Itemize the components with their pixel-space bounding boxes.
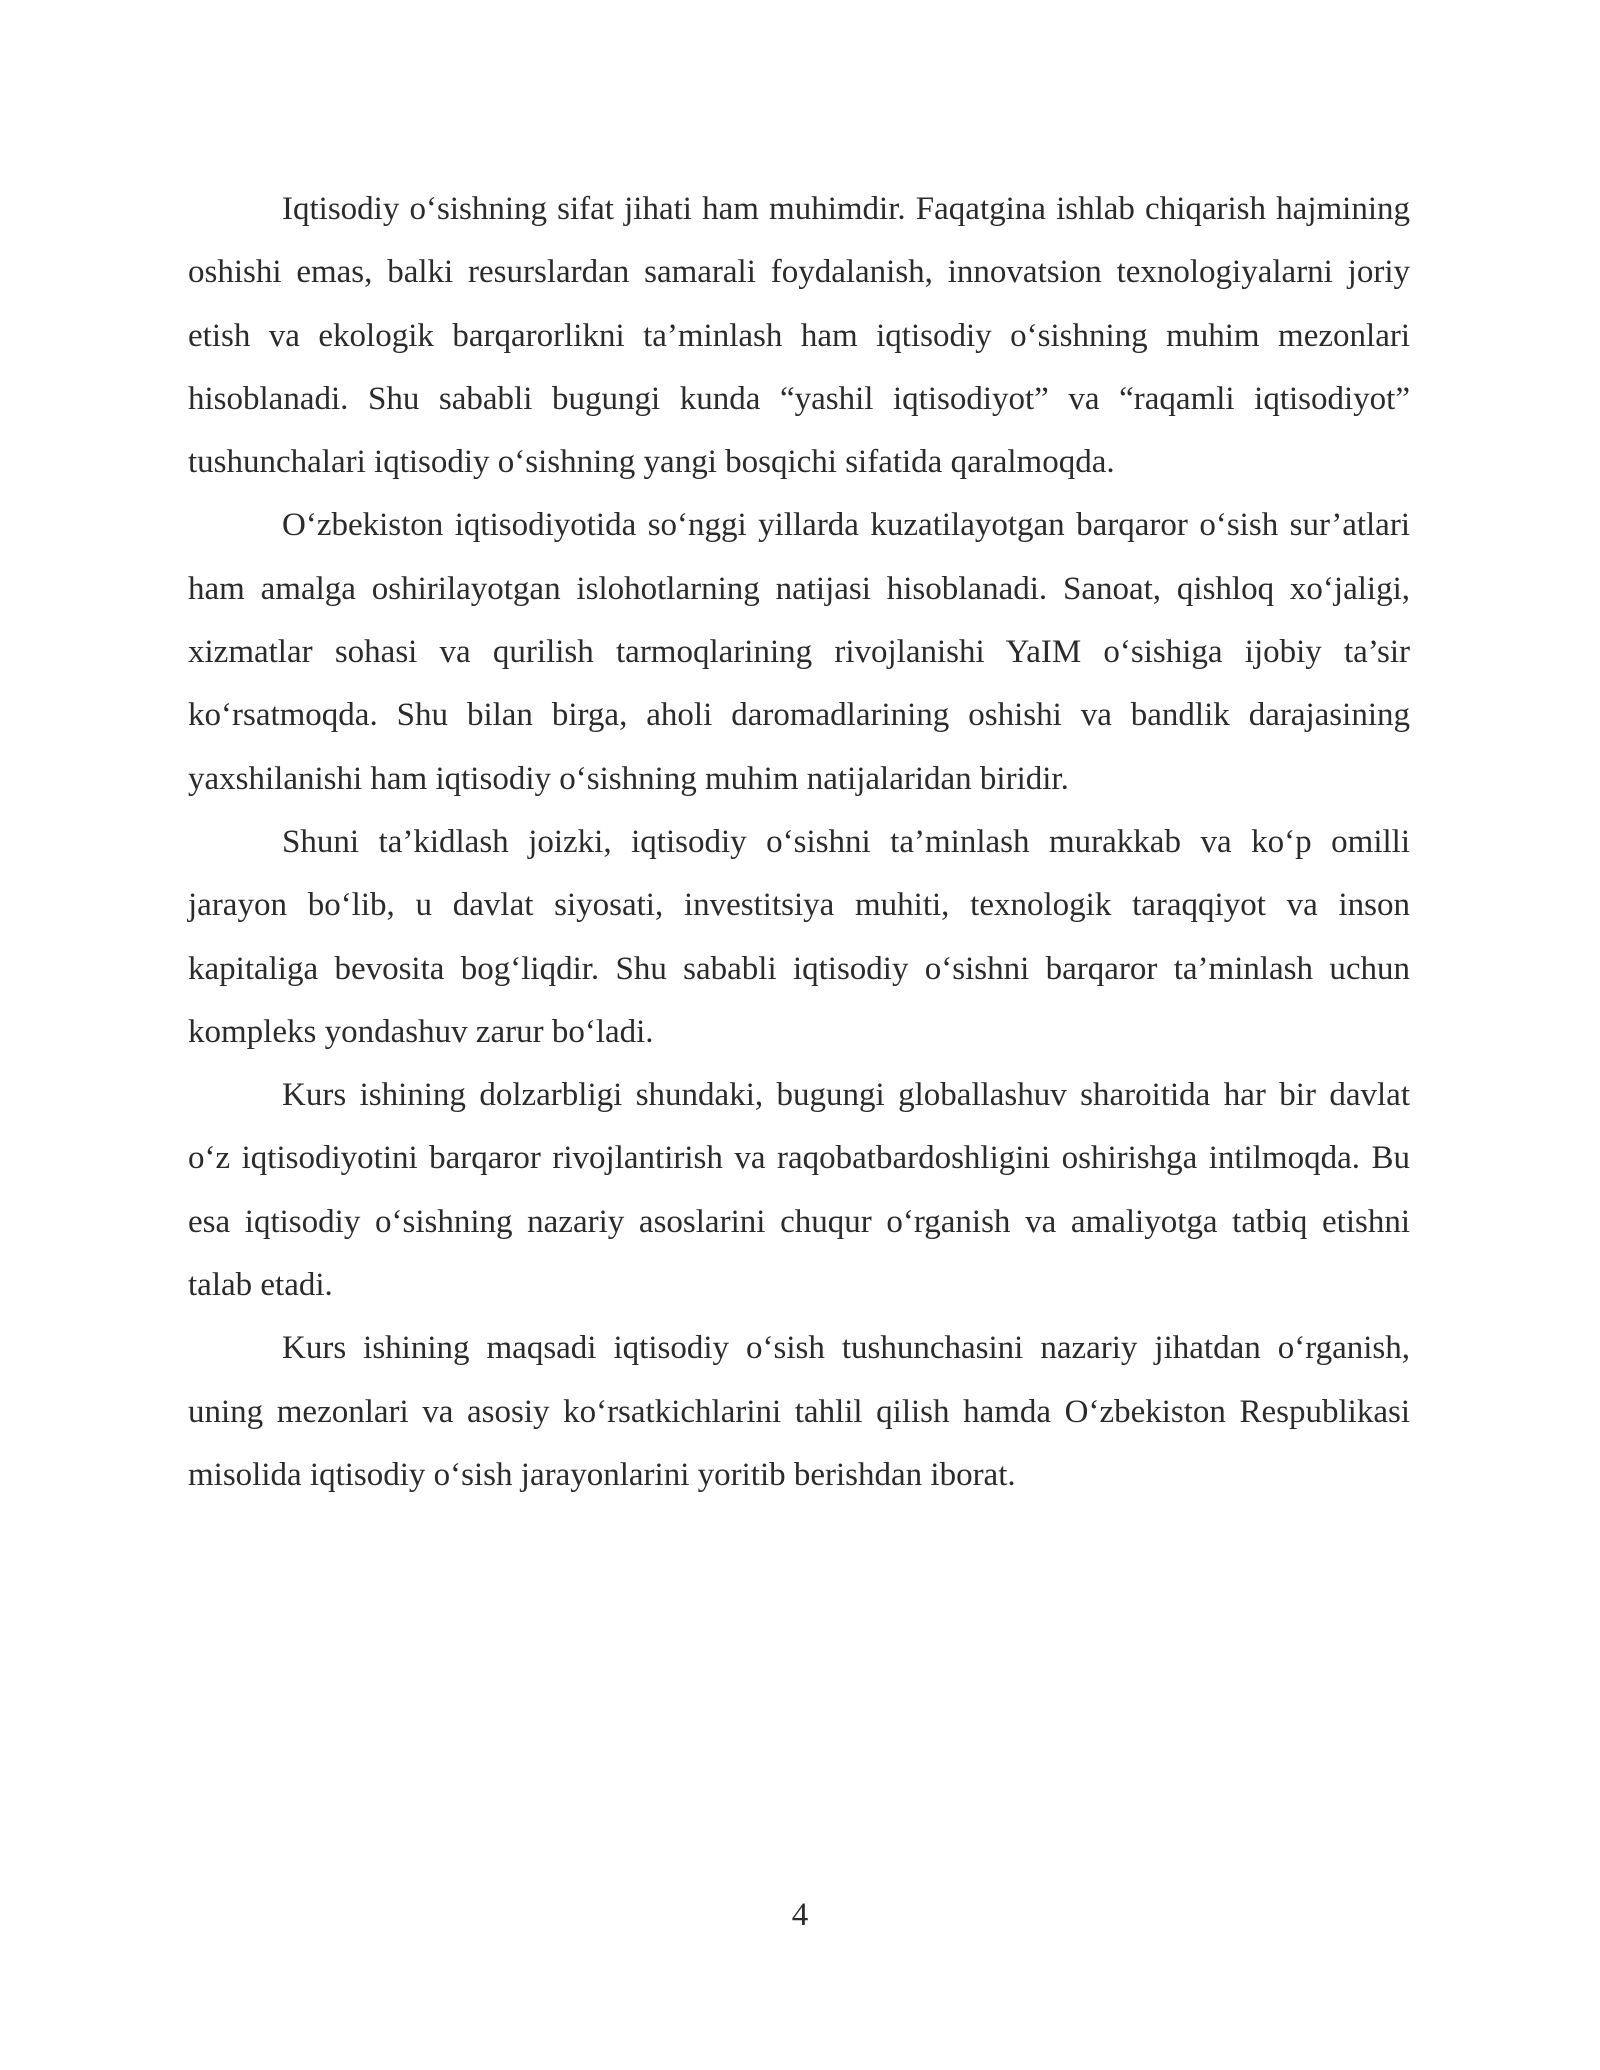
paragraph-quality-of-growth: Iqtisodiy o‘sishning sifat jihati ham muhimdir. Faqatgina ishlab chiqarish hajmining oshishi emas, balki resurslardan samarali foydalanish, innovatsion texnologiyalarni joriy etish va ekologik barqarorlikni ta’minlash ham iqtisodiy o‘sishning muhim mezonlari hisoblanadi. Shu sababli bugungi kunda “yashil iqtisodiyot” va “raqamli iqtisodiyot” tushunchalari iqtisodiy o‘sishning yangi bosqichi sifatida qaralmoqda. xyxy=(188,191,1410,481)
page-number: 4 xyxy=(791,1897,809,1933)
paragraph-relevance: Kurs ishining dolzarbligi shundaki, bugungi globallashuv sharoitida har bir davlat o‘z iqtisodiyotini barqaror rivojlantirish va raqobatbardoshligini oshirishga intilmoqda. Bu esa iqtisodiy o‘sishning nazariy asoslarini chuqur o‘rganish va amaliyotga tatbiq etishni talab etadi. xyxy=(188,1077,1410,1304)
body-text xyxy=(188,178,1410,1507)
paragraph-uzbekistan-growth: O‘zbekiston iqtisodiyotida so‘nggi yillarda kuzatilayotgan barqaror o‘sish sur’atlari ham amalga oshirilayotgan islohotlarning natijasi hisoblanadi. Sanoat, qishloq xo‘jaligi, xizmatlar sohasi va qurilish tarmoqlarining rivojlanishi YaIM o‘sishiga ijobiy ta’sir ko‘rsatmoqda. Shu bilan birga, aholi daromadlarining oshishi va bandlik darajasining yaxshilanishi ham iqtisodiy o‘sishning muhim natijalaridan biridir. xyxy=(188,507,1410,797)
paragraph-goal: Kurs ishining maqsadi iqtisodiy o‘sish tushunchasini nazariy jihatdan o‘rganish, uning mezonlari va asosiy ko‘rsatkichlarini tahlil qilish hamda O‘zbekiston Respublikasi misolida iqtisodiy o‘sish jarayonlarini yoritib berishdan iborat. xyxy=(188,1330,1410,1493)
paragraph-complex-approach: Shuni ta’kidlash joizki, iqtisodiy o‘sishni ta’minlash murakkab va ko‘p omilli jarayon bo‘lib, u davlat siyosati, investitsiya muhiti, texnologik taraqqiyot va inson kapitaliga bevosita bog‘liqdir. Shu sababli iqtisodiy o‘sishni barqaror ta’minlash uchun kompleks yondashuv zarur bo‘ladi. xyxy=(188,823,1410,1050)
